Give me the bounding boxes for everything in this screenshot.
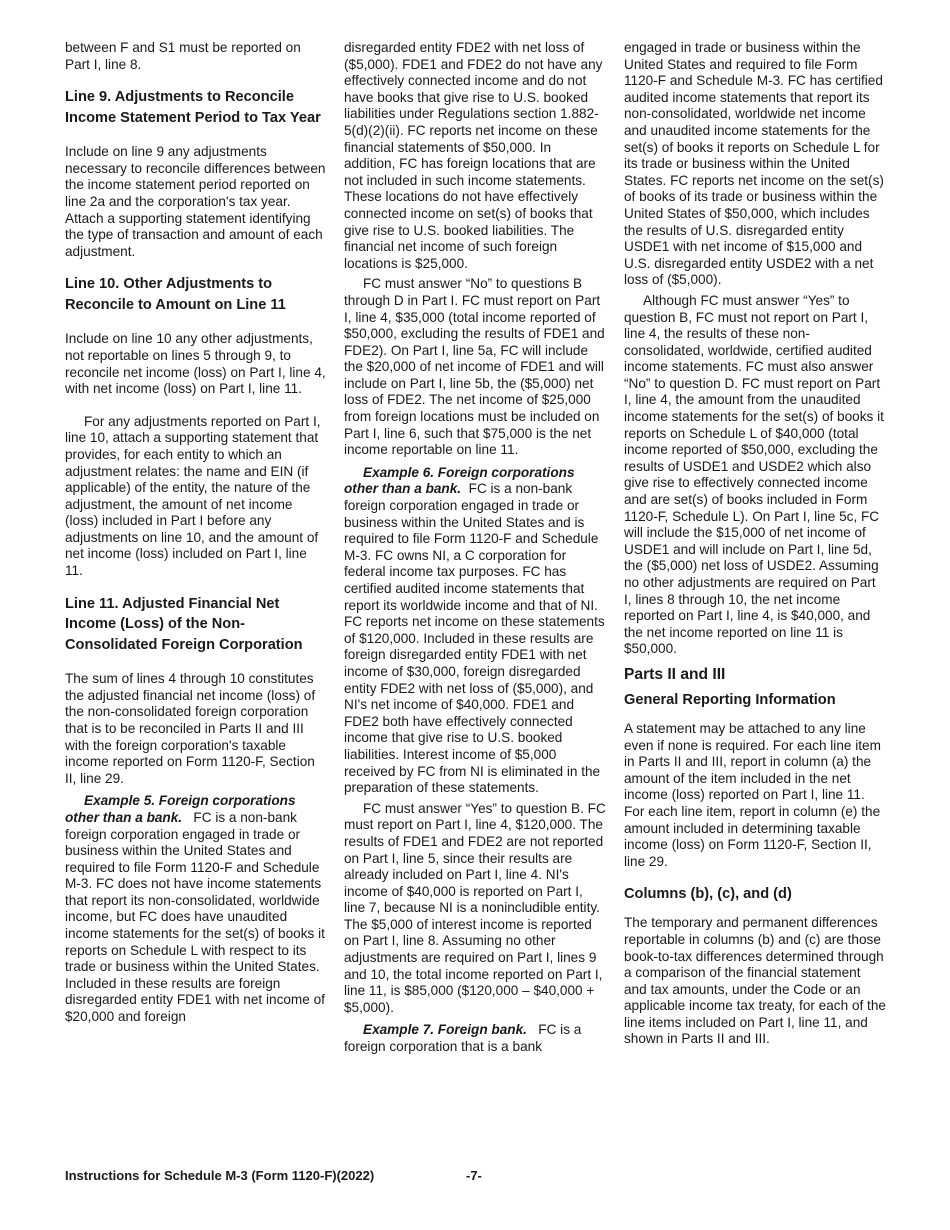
column-3 <box>624 40 886 1048</box>
column-2 <box>344 40 606 1056</box>
heading-general-reporting: General Reporting Information <box>624 691 836 708</box>
example-7-text: FC is a foreign corporation that is a bank <box>344 1022 582 1055</box>
paragraph: FC must answer “Yes” to question B. FC must report on Part I, line 4, $120,000. The results of FDE1 and FDE2 are not reported on Part I, line 5, since their results are already included on Part I, line 4. NI's income of $40,000 is reported on Part I, line 7, because NI is a nonincludible entity. The $5,000 of interest income is reported on Part I, line 8. Assuming no other adjustments are required on Part I, lines 9 and 10, the total income reported on Part I, line 11, is $85,000 ($120,000 – $40,000 + $5,000). <box>344 800 606 1015</box>
example-6 <box>344 465 606 797</box>
paragraph: FC must answer “No” to questions B through D in Part I. FC must report on Part I, line 4, $35,000 (total income reported of $50,000, excluding the results of FDE1 and FDE2). On Part I, line 5a, FC will include the $20,000 of net income of FDE1 and will include on Part I, line 5b, the ($5,000) net loss of FDE2. The net income of $25,000 from foreign locations must be included on Part I, line 6, such that $75,000 is the net income reportable on line 11. <box>344 276 605 458</box>
paragraph: For any adjustments reported on Part I, line 10, attach a supporting statement that provides, for each entity to which an adjustment relates: the name and EIN (if applicable) of the entity, the nature of the adjustment, the amount of net income (loss) included in Part I before any adjustments on line 10, and the amount of net income (loss) included on Part I, line 11. <box>65 413 321 579</box>
page-number: -7- <box>466 1168 482 1183</box>
example-5-text: FC is a non-bank foreign corporation engaged in trade or business within the United States and required to file Form 1120-F and Schedule M-3. FC does not have income statements that report its non-consolidated, worldwide income, but FC does have unaudited income statements for the set(s) of books it reports on Schedule L with respect to its trade or business within the United States. Included in these results are foreign disregarded entity FDE1 with net income of $20,000 and foreign <box>65 809 325 1025</box>
example-7 <box>344 1022 606 1055</box>
paragraph: engaged in trade or business within the United States and required to file Form 1120-F and Schedule M-3. FC has certified audited income statements that report its non-consolidated, worldwide net income and unaudited income statements for the set(s) of books it reports on Schedule L for its trade or business within the United States. FC reports net income on the set(s) of books of its trade or business within the United States of $50,000, which includes the results of U.S. disregarded entity USDE1 with net income of $15,000 and U.S. disregarded entity USDE2 with a net loss of ($5,000). <box>624 40 884 288</box>
paragraph: The sum of lines 4 through 10 constitutes the adjusted financial net income (loss) of the non-consolidated foreign corporation that is to be reconciled in Parts II and III with the foreign corporation's taxable income reported on Form 1120-F, Section II, line 29. <box>65 671 316 786</box>
paragraph: between F and S1 must be reported on Part I, line 8. <box>65 40 301 72</box>
heading-columns-b-c-d: Columns (b), (c), and (d) <box>624 886 792 903</box>
example-7-label: Example 7. Foreign bank. <box>363 1022 527 1038</box>
column-1 <box>65 40 327 1026</box>
paragraph: Include on line 9 any adjustments necessary to reconcile differences between the income statement period reported on line 2a and the corporation's tax year. Attach a supporting statement identifying the type of transaction and amount of each adjustment. <box>65 144 326 259</box>
paragraph: Although FC must answer “Yes” to question B, FC must not report on Part I, line 4, the results of these non-consolidated, worldwide, certified audited income statements. FC must also answer “No” to question D. FC must report on Part I, line 4, the amount from the unaudited income statements for the set(s) of books it reports on Schedule L of $40,000 (total income reported of $50,000, excluding the results of USDE1 and USDE2 which also give rise to effectively connected income and are set(s) of books included in Form 1120-F, Schedule L). On Part I, line 5c, FC will include the $15,000 of net income of USDE1 and will include on Part I, line 5d, the ($5,000) net loss of USDE2. Assuming no other adjustments are required on Part I, lines 8 through 10, the net income reported on Part I, line 4, is $40,000, and the net income reported on line 11 is $50,000. <box>624 292 884 657</box>
paragraph: Include on line 10 any other adjustments, not reportable on lines 5 through 9, to reconcile net income (loss) on Part I, line 4, with net income (loss) on Part I, line 11. <box>65 331 326 397</box>
paragraph: The temporary and permanent differences reportable in columns (b) and (c) are those book-to-tax differences determined through a comparison of the financial statement and tax amounts, under the Code or an applicable income tax treaty, for each of the line items included on Part I, line 11, and shown in Parts II and III. <box>624 915 886 1047</box>
heading-line-10: Line 10. Other Adjustments to Reconcile to Amount on Line 11 <box>65 276 286 313</box>
heading-line-9: Line 9. Adjustments to Reconcile Income Statement Period to Tax Year <box>65 89 321 126</box>
example-5-label: Example 5. Foreign corporations other than a bank. <box>65 793 296 825</box>
heading-line-11: Line 11. Adjusted Financial Net Income (Loss) of the Non-Consolidated Foreign Corporation <box>65 595 303 653</box>
example-6-text: FC is a non-bank foreign corporation engaged in trade or business within the United States and is required to file Form 1120-F and Schedule M-3. FC owns NI, a C corporation for federal income tax purposes. FC has certified audited income statements that report its worldwide income and that of NI. FC reports net income on these statements of $120,000. Included in these results are foreign disregarded entity FDE1 with net income of $30,000, foreign disregarded entity FDE2 with net loss of ($5,000), and NI's net income of $40,000. FDE1 and FDE2 both have effectively connected income that give rise to U.S. booked liabilities. Interest income of $5,000 received by FC from NI is eliminated in the preparation of these statements. <box>344 481 605 796</box>
example-5 <box>65 793 327 1025</box>
footer-title: Instructions for Schedule M-3 (Form 1120-F)(2022) <box>65 1168 375 1183</box>
paragraph: disregarded entity FDE2 with net loss of ($5,000). FDE1 and FDE2 do not have any effectively connected income and do not have books that give rise to U.S. booked liabilities under Regulations section 1.882-5(d)(2)(ii). FC reports net income on these financial statements of $50,000. In addition, FC has foreign locations that are not included in such income statements. These locations do not have effectively connected income on set(s) of books that give rise to U.S. booked liabilities. The financial net income of such foreign locations is $25,000. <box>344 40 603 271</box>
example-6-label: Example 6. Foreign corporations other than a bank. <box>344 464 575 497</box>
heading-parts-ii-iii: Parts II and III <box>624 665 726 683</box>
paragraph: A statement may be attached to any line even if none is required. For each line item in Parts II and III, report in column (a) the amount of the item included in the net income (loss) reported on Part I, line 11. For each line item, report in column (e) the amount included in determining taxable income (loss) on Form 1120-F, Section II, line 29. <box>624 720 881 869</box>
